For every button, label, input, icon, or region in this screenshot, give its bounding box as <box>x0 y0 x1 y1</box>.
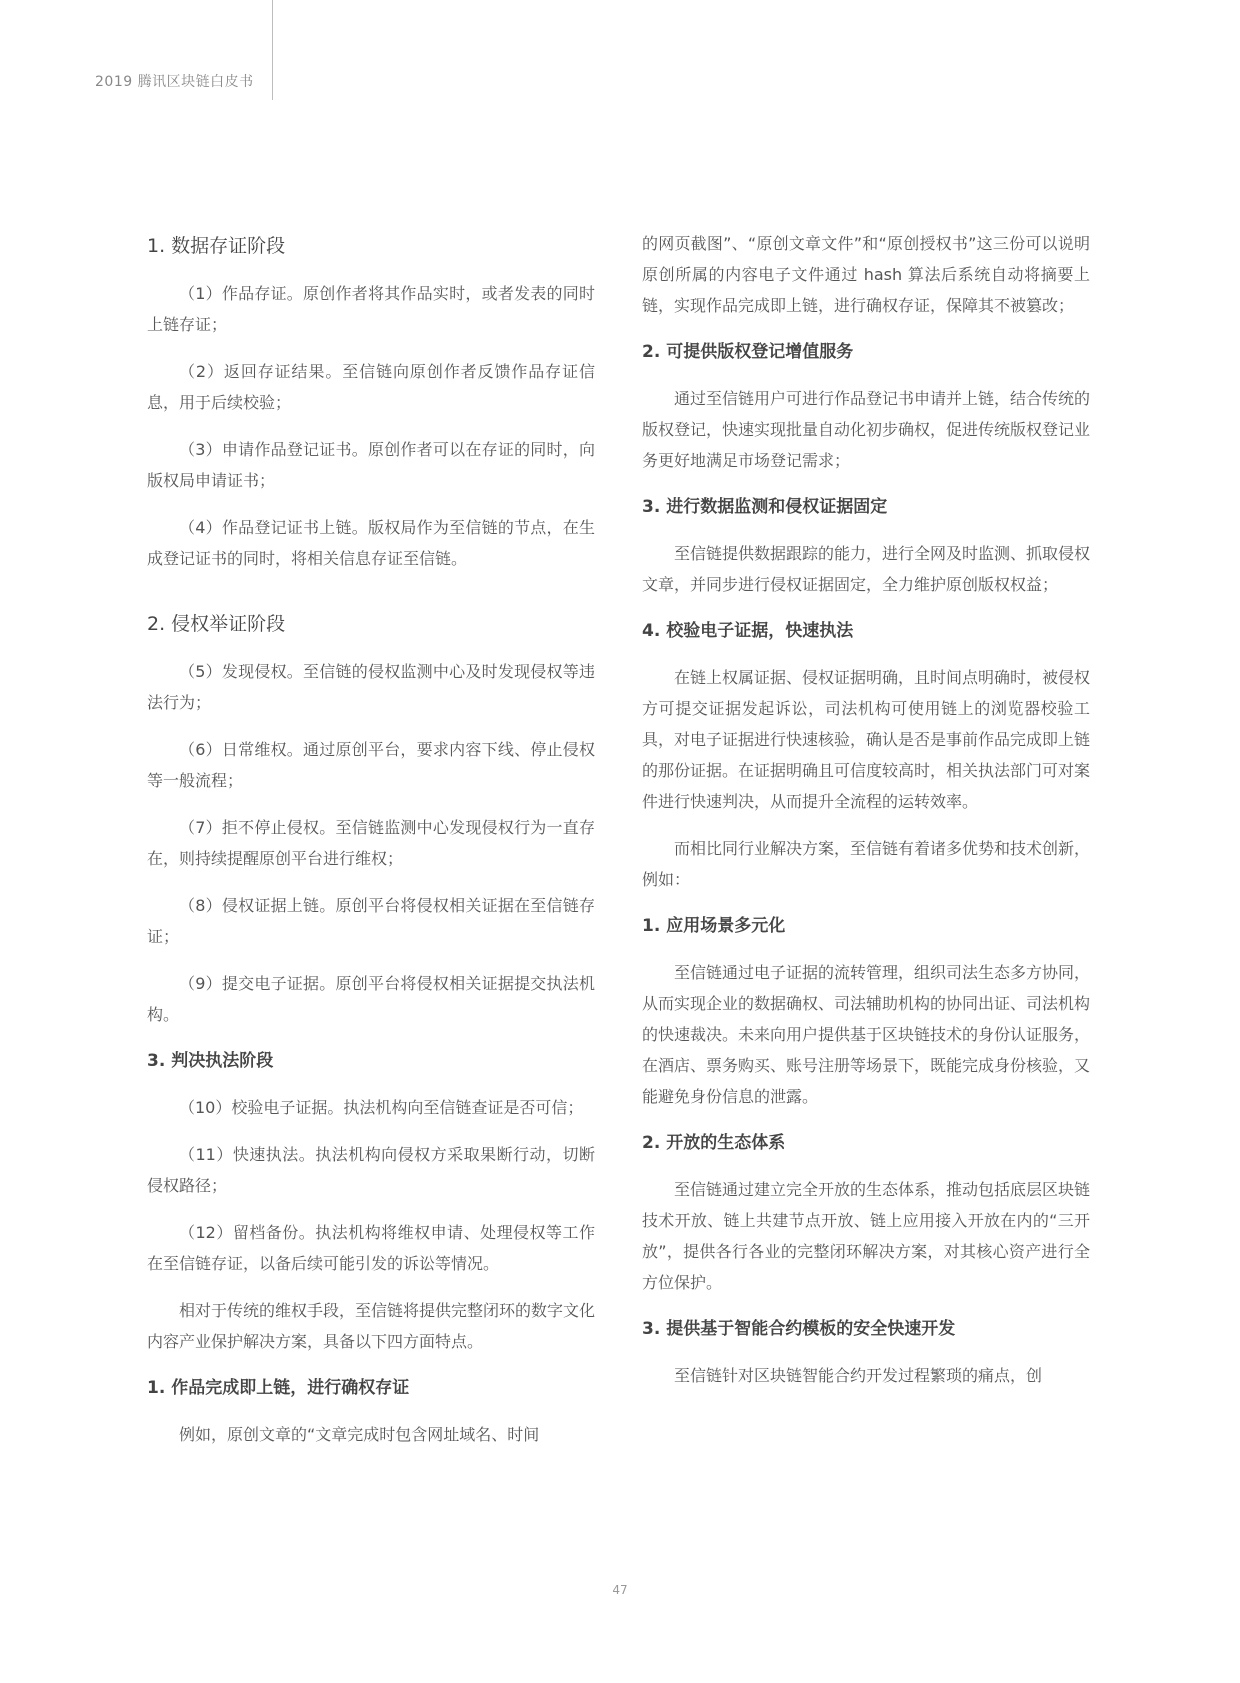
header-title: 2019 腾讯区块链白皮书 <box>95 74 254 90</box>
paragraph: 的网页截图”、“原创文章文件”和“原创授权书”这三份可以说明原创所属的内容电子文件通过 hash 算法后系统自动将摘要上链，实现作品完成即上链，进行确权存证，保障其不被篡改； <box>642 234 1090 315</box>
paragraph: （8）侵权证据上链。原创平台将侵权相关证据在至信链存证； <box>147 896 595 946</box>
paragraph: （7）拒不停止侵权。至信链监测中心发现侵权行为一直存在，则持续提醒原创平台进行维权； <box>147 818 595 868</box>
paragraph: （9）提交电子证据。原创平台将侵权相关证据提交执法机构。 <box>147 974 595 1024</box>
feature-heading-4: 4. 校验电子证据，快速执法 <box>642 621 854 641</box>
paragraph: （11）快速执法。执法机构向侵权方采取果断行动，切断侵权路径； <box>147 1145 595 1195</box>
paragraph: （2）返回存证结果。至信链向原创作者反馈作品存证信息，用于后续校验； <box>147 362 595 412</box>
section-heading-2: 2. 侵权举证阶段 <box>147 613 286 635</box>
paragraph: （4）作品登记证书上链。版权局作为至信链的节点，在生成登记证书的同时，将相关信息存证至信链。 <box>147 518 595 568</box>
header-divider <box>272 0 273 100</box>
advantage-heading-1: 1. 应用场景多元化 <box>642 916 786 936</box>
paragraph: （5）发现侵权。至信链的侵权监测中心及时发现侵权等违法行为； <box>147 662 595 712</box>
section-heading-3: 3. 判决执法阶段 <box>147 1051 274 1071</box>
paragraph: 至信链通过建立完全开放的生态体系，推动包括底层区块链技术开放、链上共建节点开放、链上应用接入开放在内的“三开放”，提供各行各业的完整闭环解决方案，对其核心资产进行全方位保护。 <box>642 1180 1091 1292</box>
right-column <box>642 228 1090 1391</box>
left-column <box>147 230 595 1450</box>
paragraph: 例如，原创文章的“文章完成时包含网址域名、时间 <box>179 1425 540 1444</box>
paragraph: （12）留档备份。执法机构将维权申请、处理侵权等工作在至信链存证，以备后续可能引发的诉讼等情况。 <box>147 1223 595 1273</box>
section-heading-1: 1. 数据存证阶段 <box>147 235 286 257</box>
paragraph: 相对于传统的维权手段，至信链将提供完整闭环的数字文化内容产业保护解决方案，具备以下四方面特点。 <box>147 1301 596 1351</box>
paragraph: （10）校验电子证据。执法机构向至信链查证是否可信； <box>179 1098 584 1117</box>
paragraph: 通过至信链用户可进行作品登记书申请并上链，结合传统的版权登记，快速实现批量自动化初步确权，促进传统版权登记业务更好地满足市场登记需求； <box>642 389 1091 470</box>
advantage-heading-3: 3. 提供基于智能合约模板的安全快速开发 <box>642 1319 956 1339</box>
feature-heading-2: 2. 可提供版权登记增值服务 <box>642 342 854 362</box>
feature-heading-1: 1. 作品完成即上链，进行确权存证 <box>147 1378 410 1398</box>
paragraph: 而相比同行业解决方案，至信链有着诸多优势和技术创新，例如： <box>642 839 1091 889</box>
paragraph: 至信链通过电子证据的流转管理，组织司法生态多方协同，从而实现企业的数据确权、司法辅助机构的协同出证、司法机构的快速裁决。未来向用户提供基于区块链技术的身份认证服务，在酒店、票务购买、账号注册等场景下，既能完成身份核验，又能避免身份信息的泄露。 <box>642 963 1091 1106</box>
paragraph: （6）日常维权。通过原创平台，要求内容下线、停止侵权等一般流程； <box>147 740 595 790</box>
feature-heading-3: 3. 进行数据监测和侵权证据固定 <box>642 497 888 517</box>
paragraph: （3）申请作品登记证书。原创作者可以在存证的同时，向版权局申请证书； <box>147 440 595 490</box>
paragraph: 至信链提供数据跟踪的能力，进行全网及时监测、抓取侵权文章，并同步进行侵权证据固定，全力维护原创版权权益； <box>642 544 1091 594</box>
paragraph: 在链上权属证据、侵权证据明确，且时间点明确时，被侵权方可提交证据发起诉讼，司法机构可使用链上的浏览器校验工具，对电子证据进行快速核验，确认是否是事前作品完成即上链的那份证据。在证据明确且可信度较高时，相关执法部门可对案件进行快速判决，从而提升全流程的运转效率。 <box>642 668 1091 811</box>
advantage-heading-2: 2. 开放的生态体系 <box>642 1133 786 1153</box>
paragraph: 至信链针对区块链智能合约开发过程繁琐的痛点，创 <box>674 1366 1043 1385</box>
paragraph: （1）作品存证。原创作者将其作品实时，或者发表的同时上链存证； <box>147 284 595 334</box>
page-number: 47 <box>612 1583 628 1597</box>
